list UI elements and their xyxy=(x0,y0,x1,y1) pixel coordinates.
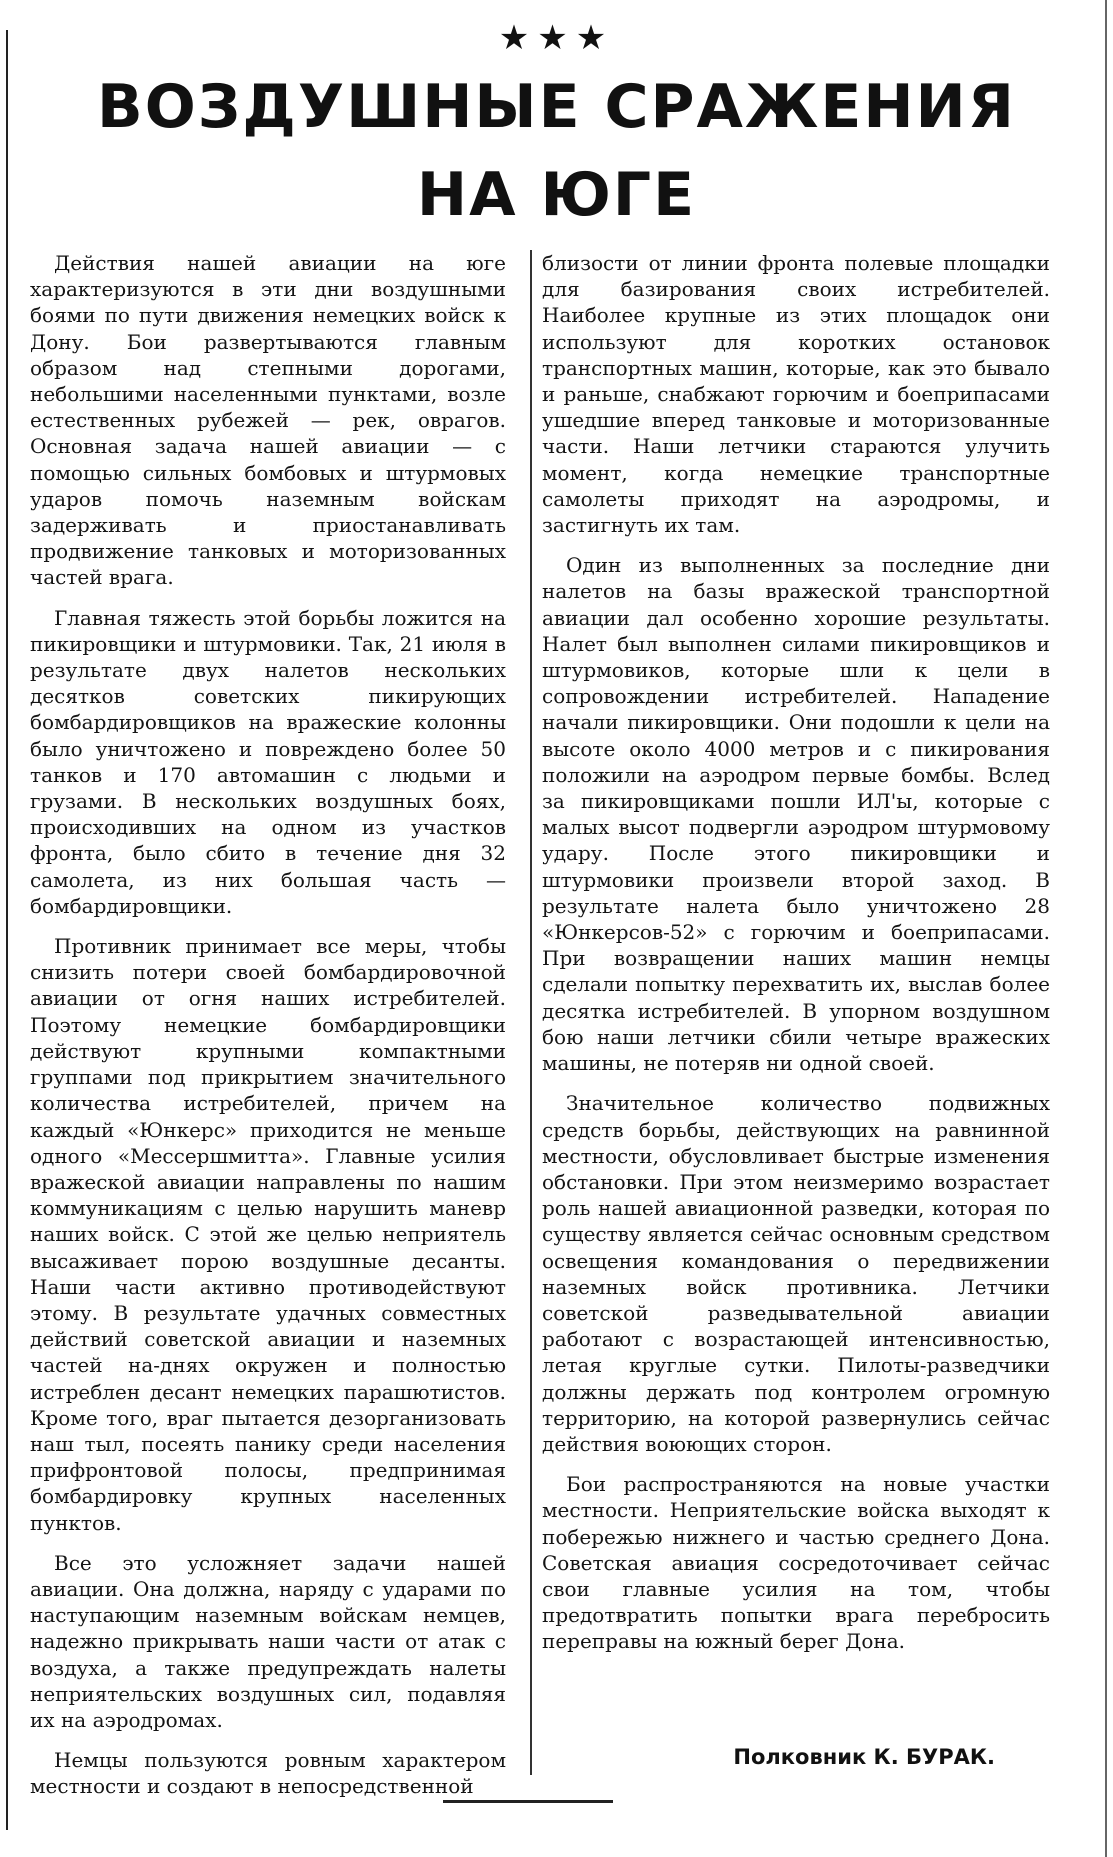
paragraph: Немцы пользуются ровным характером местности и создают в непосредственной xyxy=(30,1748,506,1799)
headline-line-1: ВОЗДУШНЫЕ СРАЖЕНИЯ xyxy=(97,72,1016,142)
paragraph: Действия нашей авиации на юге характеризуются в эти дни воздушными боями по пути движения немецких войск к Дону. Бои развертываются главным образом над степными дорогами, небольшими населенными пунктами, возле естественных рубежей — рек, оврагов. Основная задача нашей авиации — с помощью сильных бомбовых и штурмовых ударов помочь наземным войскам задерживать и приостанавливать продвижение танковых и моторизованных частей врага. xyxy=(30,251,506,590)
article-column-left xyxy=(30,250,506,1814)
paragraph: Бои распространяются на новые участки местности. Неприятельские войска выходят к побережью нижнего и частью среднего Дона. Советская авиация сосредоточивает сейчас свои главные усилия на том, чтобы предотвратить попытки врага переброcить переправы на южный берег Дона. xyxy=(542,1472,1050,1654)
paragraph: Главная тяжесть этой борьбы ложится на пикировщики и штурмовики. Так, 21 июля в результате двух налетов нескольких десятков советских пикирующих бомбардировщиков на вражеские колонны было уничтожено и повреждено более 50 танков и 170 автомашин с людьми и грузами. В нескольких воздушных боях, происходивших на одном из участков фронта, было сбито в течение дня 32 самолета, из них большая часть — бомбардировщики. xyxy=(30,605,506,918)
column-divider xyxy=(530,250,532,1775)
paragraph: Один из выполненных за последние дни налетов на базы вражеской транспортной авиации дал особенно хорошие результаты. Налет был выполнен силами пикировщиков и штурмовиков, которые шли к цели в сопровождении истребителей. Нападение начали пикировщики. Они подошли к цели на высоте около 4000 метров и с пикирования положили на аэродром первые бомбы. Вслед за пикировщиками пошли ИЛ'ы, которые с малых высот подвергли аэродром штурмовому удару. После этого пикировщики и штурмовики произвели второй заход. В результате налета было уничтожено 28 «Юнкерсов-52» с горючим и боеприпасами. При возвращении наших машин немцы сделали попытку перехватить их, выслав более десятка истребителей. В упорном воздушном бою наши летчики сбили четыре вражеских машины, не потеряв ни одной своей. xyxy=(542,553,1050,1076)
page-right-rule xyxy=(1105,0,1107,1857)
closing-rule xyxy=(443,1800,613,1803)
paragraph: Значительное количество подвижных средств борьбы, действующих на равнинной местности, обусловливает быстрые изменения обстановки. При этом неизмеримо возрастает роль нашей авиационной разведки, которая по существу является сейчас основным средством освещения командования о передвижении наземных войск противника. Летчики советской разведывательной авиации работают с возрастающей интенсивностью, летая круглые сутки. Пилоты-разведчики должны держать под контролем огромную территорию, на которой развернулись сейчас действия воюющих сторон. xyxy=(542,1091,1050,1456)
stars-ornament: ★★★ xyxy=(498,18,615,58)
author-signature: Полковник К. БУРАК. xyxy=(733,1745,995,1769)
page-left-rule xyxy=(6,30,8,1830)
headline-line-2: НА ЮГЕ xyxy=(416,160,697,230)
paragraph: Все это усложняет задачи нашей авиации. Она должна, наряду с ударами по наступающим наземным войскам немцев, надежно прикрывать наши части от атак с воздуха, а также предупреждать налеты неприятельских воздушных сил, подавляя их на аэродромах. xyxy=(30,1550,506,1732)
paragraph: Противник принимает все меры, чтобы снизить потери своей бомбардировочной авиации от огня наших истребителей. Поэтому немецкие бомбардировщики действуют крупными компактными группами под прикрытием значительного количества истребителей, причем на каждый «Юнкерс» приходится не меньше одного «Мессершмитта». Главные усилия вражеской авиации направлены по нашим коммуникациям с целью нарушить маневр наших войск. С этой же целью неприятель высаживает порою воздушные десанты. Наши части активно противодействуют этому. В результате удачных совместных действий советской авиации и наземных частей на-днях окружен и полностью истреблен десант немецких парашютистов. Кроме того, враг пытается дезорганизовать наш тыл, посеять панику среди населения прифронтовой полосы, предпринимая бомбардировку крупных населенных пунктов. xyxy=(30,934,506,1535)
article-column-right xyxy=(542,250,1050,1669)
paragraph: близости от линии фронта полевые площадки для базирования своих истребителей. Наиболее крупные из этих площадок они используют для коротких остановок транспортных машин, которые, как это бывало и раньше, снабжают горючим и боеприпасами ушедшие вперед танковые и моторизованные части. Наши летчики стараются улучить момент, когда немецкие транспортные самолеты приходят на аэродромы, и застигнуть их там. xyxy=(542,251,1050,538)
